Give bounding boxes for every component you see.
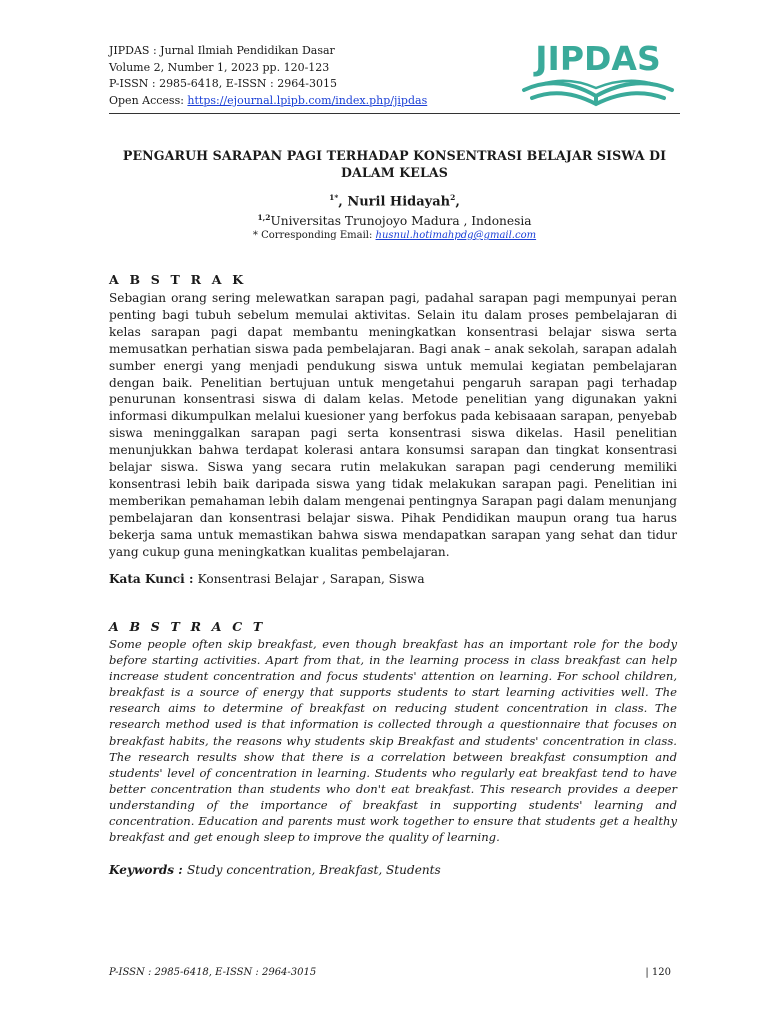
header-divider bbox=[109, 113, 680, 114]
kata-kunci bbox=[109, 572, 425, 586]
email-link[interactable]: husnul.hotimahpdg@gmail.com bbox=[375, 230, 537, 241]
author2-name: , Nuril Hidayah bbox=[338, 194, 451, 210]
journal-name: JIPDAS : Jurnal Ilmiah Pendidikan Dasar bbox=[109, 44, 335, 57]
author1-superscript: 1* bbox=[329, 193, 339, 202]
volume-info: Volume 2, Number 1, 2023 pp. 120-123 bbox=[109, 60, 330, 74]
email-label: * Corresponding Email: bbox=[252, 230, 376, 241]
author-trailing-comma: , bbox=[455, 194, 460, 210]
jipdas-logo bbox=[518, 38, 678, 110]
journal-url-link[interactable]: https://ejournal.lpipb.com/index.php/jipdas bbox=[187, 93, 428, 107]
page-number: | 120 bbox=[645, 967, 671, 978]
affiliation-superscript: 1,2 bbox=[257, 213, 271, 222]
affiliation-text: Universitas Trunojoyo Madura , Indonesia bbox=[270, 214, 532, 229]
corresponding-email bbox=[109, 230, 680, 241]
open-access-line bbox=[109, 93, 427, 110]
open-access-label: Open Access: bbox=[109, 93, 188, 107]
abstract-body: Some people often skip breakfast, even though breakfast has an important role for the body before starting activities. Apart from that, in the learning process in class breakfast can help increase student concentration and focus students' attention on learning. For school children, breakfast is a source of energy that supports students to start learning activities well. The research aims to determine of breakfast on reducing student concentration in class. The research method used is that information is collected through a questionnaire that focuses on breakfast habits, the reasons why students skip Breakfast and students' concentration in class. The research results show that there is a correlation between breakfast consumption and students' level of concentration in learning. Students who regularly eat breakfast tend to have better concentration than students who don't eat breakfast. This research provides a deeper understanding of the importance of breakfast in supporting students' learning and concentration. Education and parents must work together to ensure that students get a healthy breakfast and get enough sleep to improve the quality of learning. bbox=[109, 637, 677, 845]
logo-text: JIPDAS bbox=[535, 39, 661, 78]
keywords-text: Study concentration, Breakfast, Students bbox=[186, 863, 441, 877]
abstrak-heading: A B S T R A K bbox=[109, 272, 247, 287]
author2-superscript: 2 bbox=[450, 193, 456, 202]
paper-title: PENGARUH SARAPAN PAGI TERHADAP KONSENTRASI BELAJAR SISWA DI DALAM KELAS bbox=[122, 148, 667, 180]
issn-info: P-ISSN : 2985-6418, E-ISSN : 2964-3015 bbox=[109, 77, 337, 90]
kata-kunci-label: Kata Kunci : bbox=[109, 572, 198, 586]
keywords-label: Keywords : bbox=[109, 863, 187, 877]
keywords bbox=[109, 863, 441, 877]
affiliation bbox=[109, 213, 680, 228]
abstrak-body: Sebagian orang sering melewatkan sarapan pagi, padahal sarapan pagi mempunyai peran penting bagi tubuh sebelum memulai aktivitas. Selain itu dalam proses pembelajaran di kelas sarapan pagi dapat membantu meningkatkan konsentrasi belajar siswa serta memusatkan perhatian siswa pada pembelajaran. Bagi anak – anak sekolah, sarapan adalah sumber energi yang menjadi pendukung siswa untuk memulai kegiatan pembelajaran dengan baik. Penelitian bertujuan untuk mengetahui pengaruh sarapan pagi terhadap penurunan konsentrasi siswa di dalam kelas. Metode penelitian yang digunakan yakni informasi dikumpulkan melalui kuesioner yang berfokus pada kebisaaan sarapan, penyebab siswa meninggalkan sarapan pagi serta konsentrasi siswa dikelas. Hasil penelitian menunjukkan bahwa terdapat kolerasi antara konsumsi sarapan dan tingkat konsentrasi belajar siswa. Siswa yang secara rutin melakukan sarapan pagi cenderung memiliki konsentrasi lebih baik daripada siswa yang tidak melakukan sarapan pagi. Penelitian ini memberikan pemahaman lebih dalam mengenai pentingnya Sarapan pagi dalam menunjang pembelajaran dan konsentrasi belajar siswa. Pihak Pendidikan maupun orang tua harus bekerja sama untuk memastikan bahwa siswa mendapatkan sarapan yang sehat dan tidur yang cukup guna meningkatkan kualitas pembelajaran. bbox=[109, 291, 677, 559]
journal-header bbox=[109, 43, 427, 109]
kata-kunci-text: Konsentrasi Belajar , Sarapan, Siswa bbox=[197, 572, 425, 586]
abstract-heading: A B S T R A C T bbox=[109, 619, 266, 634]
footer-issn: P-ISSN : 2985-6418, E-ISSN : 2964-3015 bbox=[109, 967, 317, 978]
author-line bbox=[109, 193, 680, 209]
